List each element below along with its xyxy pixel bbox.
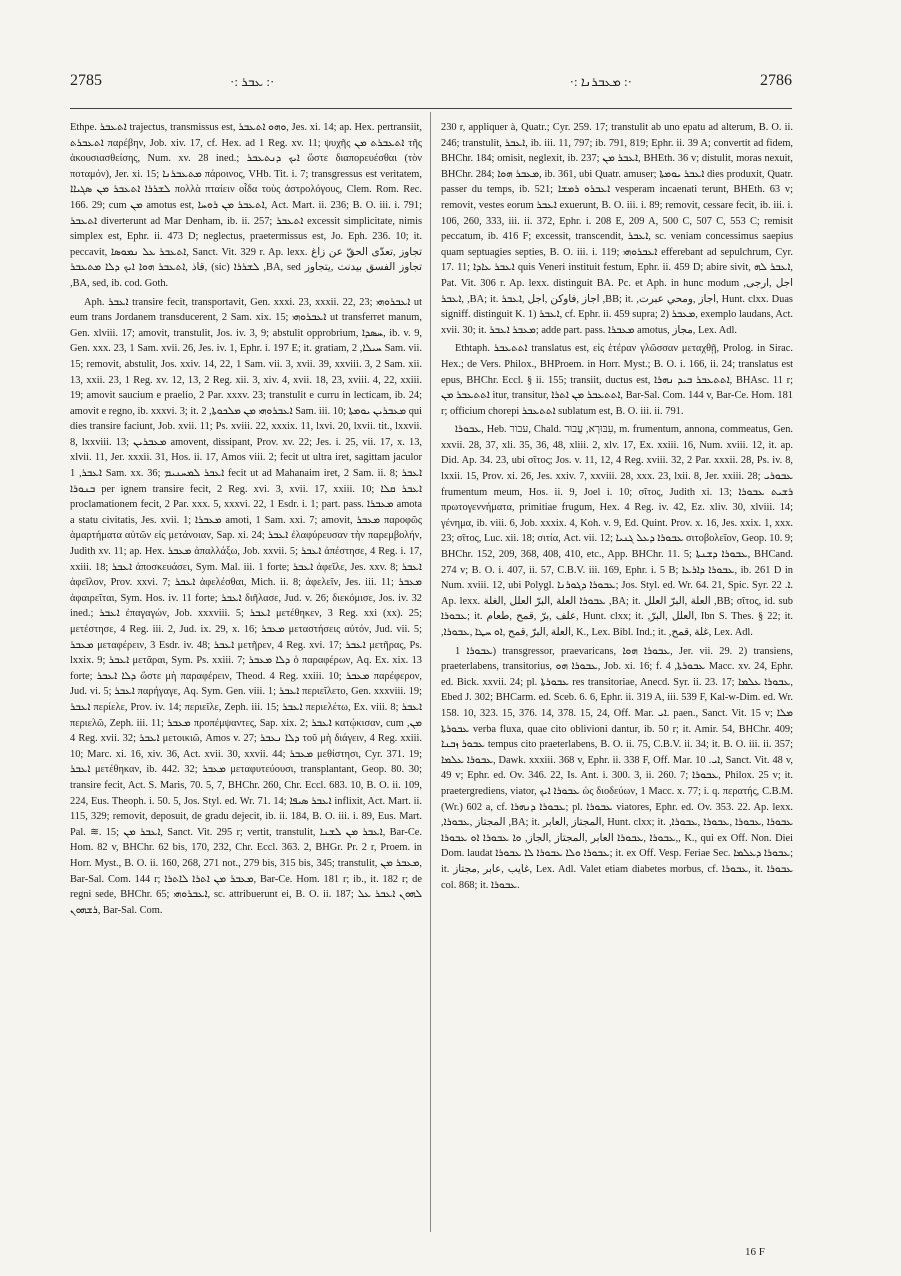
entry-paragraph: Aph. ܐܥܒܪ transire fecit, transportavit, Gen. xxxi. 23, xxxii. 22, 23; ܐܥܒܪܘܗܝ ut eum trans Jordanem transducerent, 2 Sam. xix. 15; ܐܥܒܪܘܗܝ ut transferret manum, Gen. xlviii. 17; amovit, transtulit, Jos. iv. 3, 9; abstulit opprobrium, ܚܣܕܐ, ib. v. 9, Gen. xxx. 23, 1 Sam. xvii. 26, Jes. iv. 1, Ephr. i. 197 E; it. gratiam, ܚܝܠܐ, 2 Sam. vii. 15; removit, abstulit, Jos. xxiv. 14, 22, 1 Sam. vii. 3, xvii. 39, xxviii. 3, 2 Sam. xii. 13, xxii. 23, 1 Reg. xv. 12, 13, 2 Reg. xii. 3, xiv. 4, xvii. 18, 23, xviii. 4, 22, xxiii. 19; amovit saucium e praelio, 2 Par. xxxv. 23; transtulit e curru in lecticam, ib. 24; amovit e regno, ib. xxxvi. 3; it. ܐܥܒܪܘܗܝ ܡܢ ܡܠܟܘܬܐ, 2 Sam. iii. 10; ܡܥܒܪܝܢ ܝܘܡܬܐ qui dies transire faciunt, Job. xvii. 11; Ps. xviii. 22, xxxix. 11, lxvi. 20, lxvii. tit., lxxvii. 8, lxxviii. 13; ܡܥܒܪܝܢ amovent, dissipant, Prov. xv. 22; Jes. i. 25, vii. 17, x. 13, xlvii. 11, Jer. xxxii. 31, Hos. ii. 17, Amos viii. 2; fecit ut ultra iret, sagittam jaculor ܐܥܒܪ, 1 Sam. xx. 36; ܐܥܒܪ ܠܡܚܢܝܡ fecit ut ad Mahanaim iret, 2 Sam. ii. 8; ܐܥܒܪ ܒܢܘܪܐ per ignem transire fecit, 2 Reg. xvi. 3, xvii. 17, xxiii. 10; ܐܥܒܪ ܩܠܐ proclamationem fecit, 2 Par. xxx. 5, xxxvi. 22, 1 Esdr. i. 1; part. pass. ܡܥܒܪܐ amota a statu civitatis, Jes. xvii. 1; ܡܥܒܪܐ amoti, 1 Sam. xxi. 7; amovit, ܡܥܒܪ παροφῶς ἁμαρτήματα αὐτῶν εἰς μετάνοιαν, Sap. xi. 24; ܐܥܒܪ ἐλαφύρευσαν τὴν παρεμβολήν, Judith xv. 11; ap. Hex. ܡܥܒܪ ἀπαλλάξω, Job. xxvii. 5; ܐܥܒܪ ἀπέστησε, 4 Reg. i. 17, xxiii. 18; ܐܥܒܪ ἀποσκευάσει, Sym. Mal. iii. 1 forte; ܐܥܒܪ ἀφεῖλε, Jes. xxv. 8; ܐܥܒܪ ἀφεῖλον, Prov. xxvi. 7; ܐܥܒܪ ἀφελέσθαι, Mich. ii. 8; ἀφελεῖν, Jes. iii. 11; ܡܥܒܪ ἀφαιρεῖται, Sym. Hos. iv. 11 forte; ܐܥܒܪ διῆλασε, Jud. v. 26; διεκόμισε, Jos. iv. 32 ined.; ܐܥܒܪ ἐπαγαγών, Job. xxxviii. 5; ܐܥܒܪ μετέθηκεν, 3 Reg. xxi (xx). 25; μετέστησε, 4 Reg. iii. 2, Jud. ix. 29, x. 16; ܡܥܒܪ μεταστήσεις αὐτόν, Jud. vii. 5; ܡܥܒܪ μεταφέρειν, 3 Esdr. iv. 48; ܐܥܒܪ μετῆρεν, 4 Reg. xvi. 17; ܐܥܒܪ μετῆρας, Ps. lxxix. 9; ܐܥܒܪ μετᾶραι, Sym. Ps. xxiii. 7; ܕܠܐ ܡܥܒܪ ὁ παραφέρων, Aq. Ex. xix. 13 forte; ܕܠܐ ܐܥܒܪ ὥστε μὴ παραφέρειν, Theod. 4 Reg. xxiii. 10; ܡܥܒܪ παρέφερον, Jud. vi. 5; ܐܥܒܪ παρήγαγε, Aq. Sym. Gen. viii. 1; ܐܥܒܪ περιεῖλετο, Gen. xxxviii. 19; ܐܥܒܪ περίελε, Prov. iv. 14; περιεῖλε, Zeph. iii. 15; ܐܥܒܪ περιελέτω, Ex. viii. 8; ܐܥܒܪ περιελῶ, Zeph. iii. 11; ܡܥܒܪ προπέμψαντες, Sap. xix. 2; ܐܥܒܪ κατῴκισαν, cum ܡܢ, 4 Reg. xvii. 32; ܐܥܒܪ μετοικιῶ, Amos v. 27; ܕܠܐ ܢܥܒܪ τοῦ μὴ διάγειν, 4 Reg. xxiii. 10; Marc. xi. 16, xiv. 36, Act. xvii. 30, xxvii. 44; ܡܥܒܪ μεθίστησι, Cyr. 371. 19; ܐܥܒܪ μετέθηκαν, ib. 442. 32; ܡܥܒܪ μεταφυτεύουσι, transplantant, Geop. 80. 30; transire fecit, Act. S. Maris, 70. 5, 7, BHChr. 260, Chr. Eccl. 683. 10, B. O. ii. 109, 224, Eus. Theoph. i. 50. 5, Jos. Styl. ed. Wr. 71. 14; ܐܥܒܪ ܣܝܦܐ inflixit, Act. Mart. ii. 115, 329; removit, deposuit, de gradu dejecit, ib. ii. 184, B. O. iii. i. 89, Eus. Mart. Pal. ≋. 15; ܐܥܒܪ ܡܢ, Sanct. Vit. 295 r; vertit, transtulit, ܐܥܒܪ ܡܢ ܠܫܢܐ, Bar-Ce. Hom. 82 v, BHChr. 62 bis, 170, 232, Chr. Eccl. 363. 2, BHGr. Pr. 2 r, Proem. in Horr. Myst., B. O. ii. 160, 268, 271 not., 279 bis, 315 bis, 345; transtulit, ܡܥܒܪ ܡܢ, Bar-Sal. Com. 144 r; ܡܥܒܪ ܡܢ ܐܬܪܐ ܠܐܬܪܐ, Bar-Ce. Hom. 181 r; ib., it. 182 r; de regni sede, BHChr. 65; ܐܥܒܪܘܗܝ, sc. attribuerunt ei, B. O. ii. 187; ܠܗܘܢ ܐܥܒܪ ܥܠ ܪܫܗܘܢ, Bar-Sal. Com. xyxy=(70,296,422,916)
entry-paragraph: Ethpe. ܐܬܥܒܪ trajectus, transmissus est, ܘܗܘ ܐܬܥܒܪ, Jes. xi. 14; ap. Hex. pertransiit, ܐܬܥܒܪܬ παρέβην, Job. xiv. 17, cf. Hex. ad 1 Reg. xv. 11; ψυχῆς ܐܬܥܒܪܬ ܡܢ τῆς ἀκουσιασθείσης, Num. xv. 28 ined.; ܐܝܟ ܕܢܬܥܒܪ ὥστε διαπορευέσθαι (τὸν ποταμόν), Jer. xi. 15; ܡܬܥܒܪܢܐ πάροινος, VHb. Tit. i. 7; transgressus est veritatem, ܠܫܪܪܐ ܐܬܥܒܪ ܡܢ ܣܓܝܐܐ πολλὰ πταίειν οἶδα τοὺς ἀστρολόγους, Clem. Rom. Rec. 166. 29; cum ܡܢ amotus est, ܐܬܥܒܪ ܡܢ ܪܘܚܐ, Act. Mart. ii. 236; B. O. iii. i. 791; ܐܬܥܒܪ diverterunt ad Mar Denham, ib. ii. 257; ܐܬܥܒܪ excessit simplicitate, nimis simplex est, Ephr. ii. 473 D; neglectus, praetermissus est, Jo. Eph. 236. 10; it. peccavit, ܐܬܥܒܪ ܥܠ ܢܡܘܣܐ, Sanct. Vit. 329 r. Ap. lexx. تجاوز ,تعدّى الحقّ عن زاغ ,قاذ ,ܐܬܥܒܪ ܗܘܐ ܐܝܟ ܕܠܐ ܡܬܥܒܪ (sic) ܠܫܪܪܐ ,BA, sed تجاوز الفسق بيدنت ,يتجاوز ,BA, sed, ib. cod. Goth. xyxy=(70,122,422,289)
right-column xyxy=(441,120,793,1245)
running-head-right: ·: ܡܥܒܪܢܐ :· xyxy=(569,74,632,89)
entry-paragraph: ܥܒܘܪܐ 1) transgressor, praevaricans, ܥܒܘܪܐ ܗܘܐ, Jer. vii. 29. 2) transiens, praeterlabens, transitorius, ܥܒܘܪܐ ܗܘ, Job. xi. 16; f. ܥܒܘܪܬܐ, 4 Macc. xv. 24, Ephr. ed. Bick. xxvii. 24; pl. ܥܒܘܪܬܐ res transitoriae, Anecd. Syr. ii. 23. 17; ܥܒܘܪܐ ܥܠܡܐ, Ebed J. 302; BHCarm. ed. Sceb. 6. 6, Ephr. ii. 319 A, iii. 539 F, Kal-w-Dim. ed. Wr. 158. 10, 323. 15, 376. 14, 378. 15, 24, Off. Mar. ܐܝ. paen., Sanct. Vit. 15 v; ܡܠܐ ܥܒܘܪܬܐ verba fluxa, quae cito oblivioni dantur, ib. 50 r; it. Amir. 54, BHChr. 409; ܥܒܘܪ ܙܒܢܐ tempus cito praeterlabens, B. O. ii. 75, C.B.V. ii. 34; it. B. O. iii. ii. 357; ܥܒܘܪܐ ܥܠܡܐ, Dawk. xxxiii. 368 v, Ephr. ii. 338 F, Off. Mar. ܐܝ. 10, Sanct. Vit. 48 v, 49 v; Ephr. ed. Ov. 346. 22, Is. Ant. i. 300. 3, ii. 260. 7; ܥܒܘܪܐ, Philox. 25 v; it. praetergrediens, viator, ܥܒܘܪܐ ܐܝܟ ὡς διοδεύων, 1 Macc. x. 77; i. q. περατής, C.B.M. (Wr.) 602 a, cf. ܥܒܘܪܐ ܕܢܗܪܐ; pl. ܥܒܘܪܐ viatores, Ephr. ed. Ov. 353. 22. Ap. lexx. ,المجتاز ,ܥܒܘܪܐ ,BA; it. المجتاز ,العابر, Hunt. clxx; it. ,ܥܒܘܪܐ ,ܥܒܘܪܐ ,ܥܒܘܪܐ ,ܥܒܘܪܐ ,ܥܒܘܪܐ ,ܥܒܘܪܐ العابر ,المجتاز ,الجاز, ܘܐ ܥܒܘܪܐ ܐܘ ܥܒܘܪܐ, K., qui ex Off. Non. Diei Dom. laudat ܥܒܘܪܐ ܘܠܐ ܥܒܘܪܐ ܠܐ ܥܒܘܪܐ; it. ex Off. Vesp. Feriae Sec. ܥܒܘܪܐ ܕܥܠܡܐ; it. غايب ,عابر ,مجتاز, Lex. Adl. Valet etiam diabetes morbus, cf. ܥܒܘܪܐ, it. ܥܒܘܪܐ col. 868; it. ܥܒܘܪܐ. xyxy=(441,645,793,891)
entry-paragraph: 230 r, appliquer à, Quatr.; Cyr. 259. 17; transtulit ab uno epatu ad alterum, B. O. ii. 246; transtulit, ܐܥܒܪ, ib. iii. 11, 797; ib. 791, 819; Ephr. ii. 39 A; convertit ad fidem, BHChr. 184; omisit, neglexit, ib. 237; ܐܥܒܪ ܡܢ, BHEth. 36 v; distulit, moras nexuit, BHChr. 284; ܡܥܒܪ ܗܘܐ, ib. 361, ubi Quatr. amuser; ܐܥܒܪ ܝܘܡܬܐ dies produxit, Quatr. passer du temps, ib. 521; ܐܥܒܪܘ ܪܡܫܐ vesperam incaenati terunt, BHEth. 63 v; removit, vestes eorum ܐܥܒܪ exuerunt, B. O. iii. i. 89; removit, cessare fecit, ib. iii. i. 106, 260, 333, iii. ii. 372, Ephr. i. 208 E, 209 A, 500 C, 507 C, 553 C; remisit peccatum, ib. 416 F; excessit, transcendit, ܐܥܒܪ, sc. veniam concessimus saepius quam septuagies septies, B. O. iii. i. 119; ܐܥܒܪܘܗܝ efferebant ad sepulchrum, Cyr. 17. 11; ܐܥܒܪ ܥܐܕܐ quis Veneri instituit festum, Ephr. ii. 459 D; abire sivit, ܐܥܒܪ ܠܗ, Pat. Vit. 306 r. Ap. lexx. distinguit BA. Pc. et Aph. in hunc modum ,اجل ,ارجى ,ܐܥܒܪ ,BA; it. اجاز ,فاوکن ,اجل ,ܐܥܒܪ ,BB; it. ,اجاز ,ومحي عبرت, Hunt. clxx. Duas signiff. distinguit K. 1) ܐܥܒܪ, cf. Ephr. ii. 459 supra; 2) ܡܥܒܪ, exemplo laudans, Act. xvii. 30; it. ܡܥܒܪ ܐܥܒܪ; adde part. pass. ܡܥܒܪܐ amotus, مجاز, Lex. Adl. xyxy=(441,122,793,336)
running-head-left: ·: ܥܒܪ :· xyxy=(230,74,275,89)
entry-paragraph: ܥܒܘܪܐ, Heb. עבור, Chald. עִבּוּרָא, עֲבוּר, m. frumentum, annona, commeatus, Gen. xxvii. 28, 37, xli. 35, 36, 48, xliii. 2, xlv. 17, Ex. xxiii. 16, Num. xviii. 12, it. ap. Did. Ap. 34. 23, ubi σῖτος; Jos. v. 11, 12, 4 Reg. xviii. 32, 2 Par. xxxii. 28, Ps. iv. 8, lxxii. 15, Prov. xi. 26, Jes. xxiv. 7, xxviii. 28, xxx. 23, lxii. 8, Jer. xxiii. 28; ܥܒܘܪܝ frumentum meum, Hos. ii. 9, Joel i. 10; σῖτος, Judith xi. 13; ܪܫܝܬ ܥܒܘܪܐ πρωτογεννήματα, primitiae frugum, Hex. 4 Reg. iv. 42, Ez. xliv. 30, xlviii. 14; γένημα, ib. viii. 6, Job. xxxix. 4, Koh. v. 9, Ed. Quint. Prov. x. 16, Jes. xxix. 1, xxx. 23; σῖτος, Luc. xii. 18; σιτία, Act. vii. 12; ܥܒܘܪܐ ܕܥܠ ܓܢܝܐ σιτοβολεῖον, Geop. 10. 9; BHChr. 152, 209, 368, 408, 410, etc., App. BHChr. 11. 5; ܥܒܘܪܐ ܕܫܢܬܐ, BHCand. 274 v; B. O. i. 407, ii. 57, C.B.V. iii. 169, Ephr. i. 5 B; ܥܒܘܪܐ ܕܐܪܥܐ, ib. 261 D in Num. xviii. 12, ubi Polygl. ܥܒܘܪܐ ܕܓܘܪܢܐ; Jos. Styl. ed. Wr. 64. 21, Spic. Syr. ܐ. 22. Ap. lexx. ܥܒܘܪܐ العلة ,البرّ العلل ,الغلة ,BA; it. العلة ,البرّ العلل ,BB; σῖτος, id. sub ܥܒܘܪܐ; it. علف ,برّ ,قمح ,طعام, Hunt. clxx; it. ,العلل ,البرّ, Ibn S. Thes. § 22; it. ,العلة ,البرّ ,قمح ,ܐܘ ܚܛܐ ,ܥܒܘܪܐ, K., Lex. Bibl. Ind.; it. ,غلة ,قمح, Lex. Adl. xyxy=(441,424,793,638)
column-divider xyxy=(430,112,431,1232)
page-header xyxy=(70,72,792,98)
signature-mark: 16 F xyxy=(745,1246,765,1258)
page-number-right: 2786 xyxy=(760,72,792,89)
left-column xyxy=(70,120,422,1245)
page-number-left: 2785 xyxy=(70,72,102,89)
header-rule xyxy=(70,108,792,109)
entry-paragraph: Ethtaph. ܐܬܬܥܒܪ translatus est, εἰς ἑτέραν γλῶσσαν μεταχθῇ, Prolog. in Sirac. Hex.; de Vers. Philox., BHProem. in Horr. Myst.; B. O. i. 166, ii. 24; translatus est epus, BHChr. Eccl. § ii. 155; transiit, ductus est, ܐܬܬܥܒܪ ܒܝܕ ܢܗܪܐ, BHAsc. 11 r; ܐܬܬܥܒܪ ܡܢ itur, transitur, ܐܬܬܥܒܪ ܡܢ ܐܬܪܐ, Bar-Sal. Com. 144 v, Bar-Ce. Hom. 181 r; officium chorepi ܐܬܬܥܒܪ sublatum est, B. O. iii. ii. 791. xyxy=(441,343,793,417)
